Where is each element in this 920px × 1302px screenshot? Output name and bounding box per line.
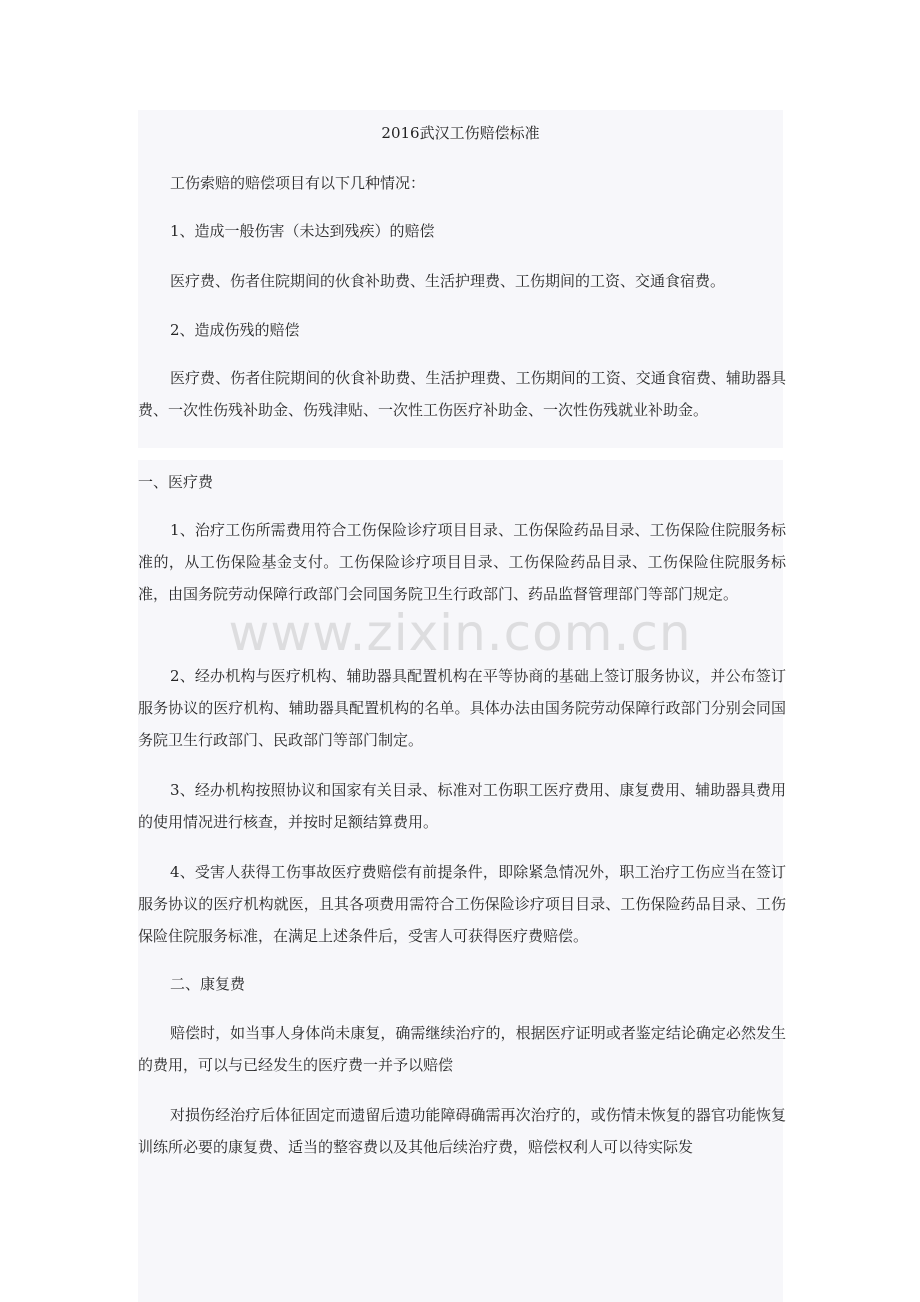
medical-paragraph-4: 4、受害人获得工伤事故医疗费赔偿有前提条件，即除紧急情况外，职工治疗工伤应当在签订服务协议的医疗机构就医，且其各项费用需符合工伤保险诊疗项目目录、工伤保险药品目录、工伤保险住院服务标准，在满足上述条件后，受害人可获得医疗费赔偿。 <box>138 863 786 945</box>
rehab-paragraph-2: 对损伤经治疗后体征固定而遗留后遗功能障碍确需再次治疗的，或伤情未恢复的器官功能恢复训练所必要的康复费、适当的整容费以及其他后续治疗费，赔偿权利人可以待实际发 <box>138 1106 786 1156</box>
item-1-heading: 1、造成一般伤害（未达到残疾）的赔偿 <box>170 222 435 240</box>
medical-paragraph-3: 3、经办机构按照协议和国家有关目录、标准对工伤职工医疗费用、康复费用、辅助器具费用的使用情况进行核查，并按时足额结算费用。 <box>138 781 786 831</box>
watermark: www.zixin.com.cn <box>228 604 692 662</box>
section-rehab-heading: 二、康复费 <box>170 975 246 993</box>
medical-paragraph-2: 2、经办机构与医疗机构、辅助器具配置机构在平等协商的基础上签订服务协议，并公布签订服务协议的医疗机构、辅助器具配置机构的名单。具体办法由国务院劳动保障行政部门分别会同国务院卫生行政部门、民政部门等部门制定。 <box>138 667 786 749</box>
rehab-paragraph-1: 赔偿时，如当事人身体尚未康复，确需继续治疗的，根据医疗证明或者鉴定结论确定必然发生的费用，可以与已经发生的医疗费一并予以赔偿 <box>138 1024 786 1074</box>
document-title: 2016武汉工伤赔偿标准 <box>381 124 540 142</box>
item-2-heading: 2、造成伤残的赔偿 <box>170 321 300 339</box>
medical-paragraph-1: 1、治疗工伤所需费用符合工伤保险诊疗项目目录、工伤保险药品目录、工伤保险住院服务标准的，从工伤保险基金支付。工伤保险诊疗项目目录、工伤保险药品目录、工伤保险住院服务标准，由国务院劳动保障行政部门会同国务院卫生行政部门、药品监督管理部门等部门规定。 <box>138 521 786 603</box>
item-1-body: 医疗费、伤者住院期间的伙食补助费、生活护理费、工伤期间的工资、交通食宿费。 <box>170 272 726 290</box>
section-medical-heading: 一、医疗费 <box>138 473 214 491</box>
intro-paragraph: 工伤索赔的赔偿项目有以下几种情况： <box>170 174 426 192</box>
item-2-body: 医疗费、伤者住院期间的伙食补助费、生活护理费、工伤期间的工资、交通食宿费、辅助器具费、一次性伤残补助金、伤残津贴、一次性工伤医疗补助金、一次性伤残就业补助金。 <box>138 369 786 419</box>
